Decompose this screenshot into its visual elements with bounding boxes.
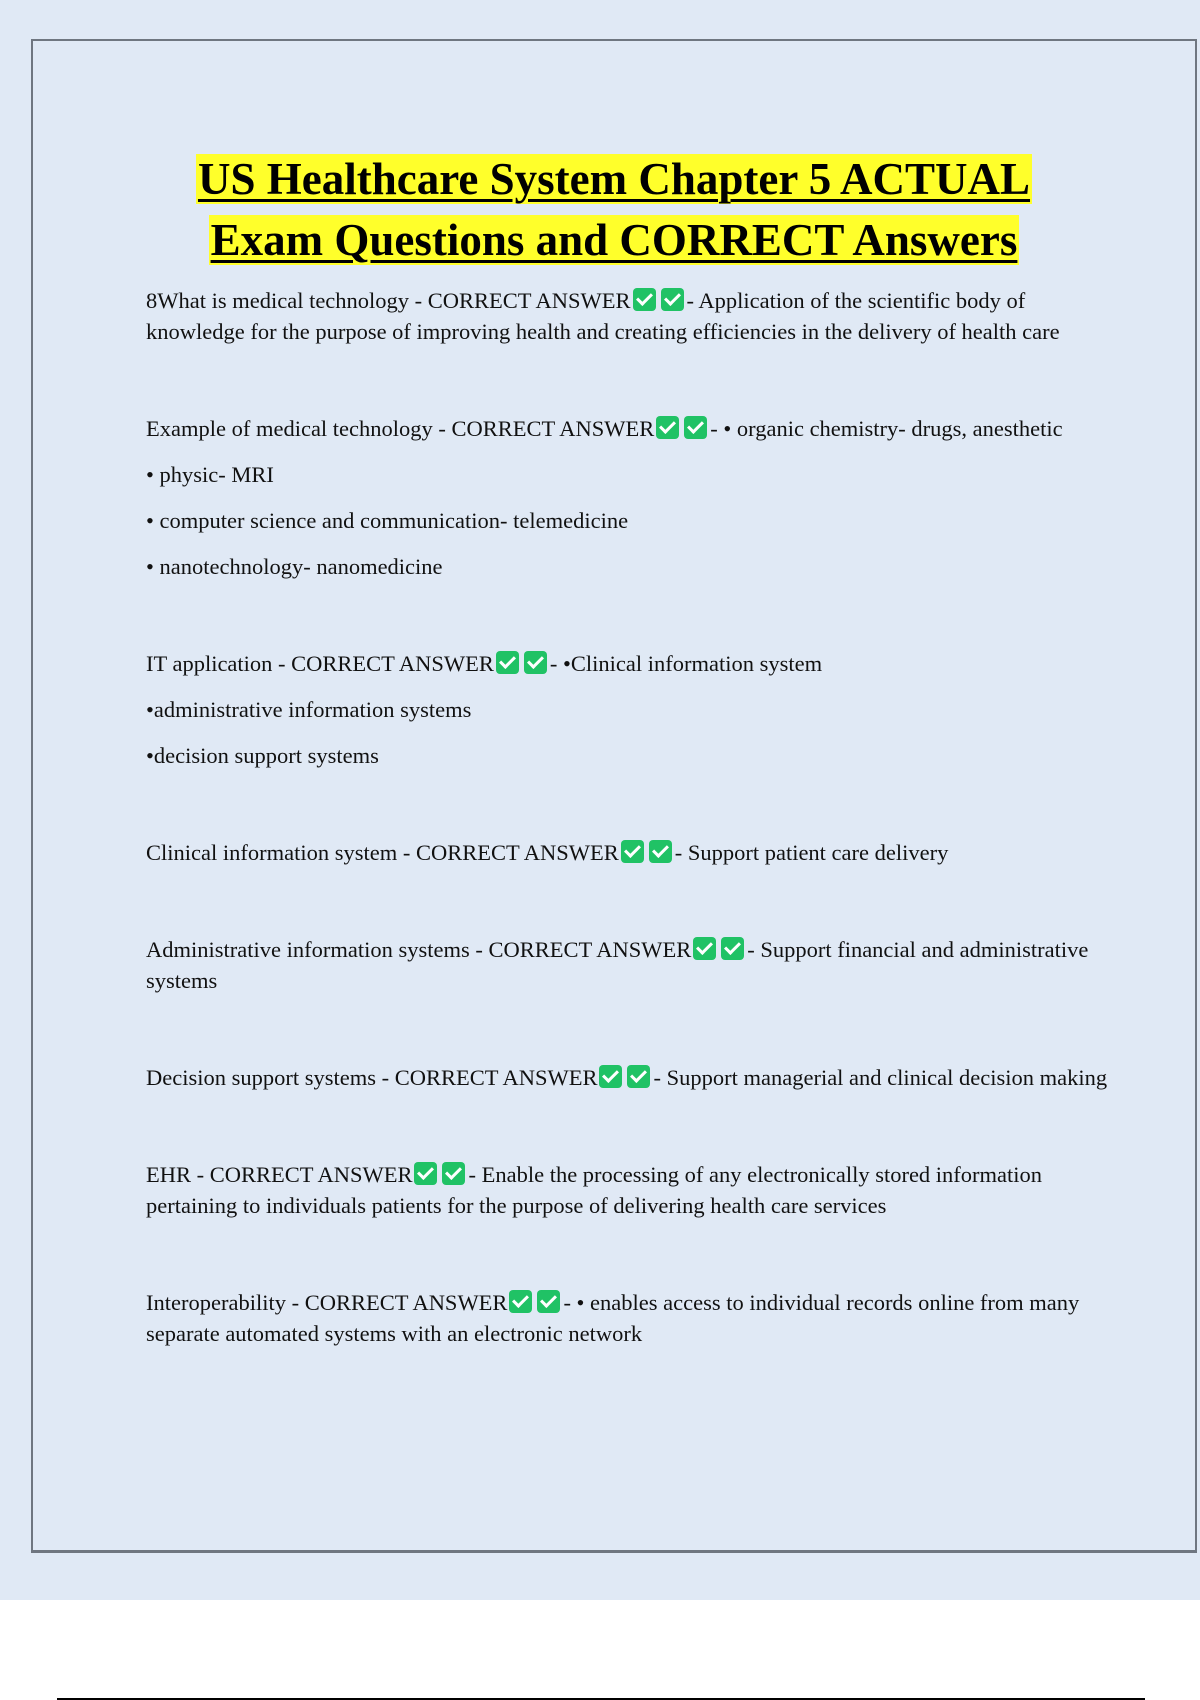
document-page: [31, 39, 1197, 1553]
check-box-icon: [537, 1290, 560, 1313]
qa-bullet: •decision support systems: [146, 743, 379, 768]
qa-paragraph: [146, 285, 1116, 347]
qa-paragraph: [146, 837, 1116, 868]
qa-paragraph: [146, 413, 1116, 444]
qa-list: [146, 285, 1116, 1349]
qa-answer: - Application of the scientific body of knowledge for the purpose of improving health and creating efficiencies in the delivery of health care: [146, 288, 1060, 344]
check-box-icon: [442, 1162, 465, 1185]
qa-paragraph: [146, 1159, 1116, 1221]
qa-term: Administrative information systems: [146, 937, 470, 962]
qa-term: 8What is medical technology: [146, 288, 410, 313]
qa-answer: - •Clinical information system: [549, 651, 823, 676]
qa-marker: - CORRECT ANSWER: [402, 840, 619, 865]
qa-term: Decision support systems: [146, 1065, 376, 1090]
qa-bullet: • nanotechnology- nanomedicine: [146, 554, 443, 579]
qa-marker: - CORRECT ANSWER: [196, 1162, 413, 1187]
qa-marker: - CORRECT ANSWER: [438, 416, 655, 441]
qa-marker: - CORRECT ANSWER: [278, 651, 494, 676]
check-box-icon: [414, 1162, 437, 1185]
check-box-icon: [627, 1065, 650, 1088]
qa-marker: - CORRECT ANSWER: [414, 288, 631, 313]
qa-paragraph: [146, 934, 1116, 996]
check-box-icon: [684, 416, 707, 439]
check-box-icon: [693, 937, 716, 960]
document-title: [33, 149, 1195, 271]
qa-bullet: •administrative information systems: [146, 697, 472, 722]
check-box-icon: [524, 651, 547, 674]
check-box-icon: [599, 1065, 622, 1088]
title-line-2: Exam Questions and CORRECT Answers: [210, 215, 1018, 265]
title-line-1: US Healthcare System Chapter 5 ACTUAL: [197, 154, 1031, 204]
qa-entry: [146, 1062, 1116, 1093]
qa-term: Clinical information system: [146, 840, 398, 865]
qa-answer: - • organic chemistry- drugs, anesthetic: [710, 416, 1063, 441]
qa-answer: - Enable the processing of any electronically stored information pertaining to individuals patients for the purpose of delivering health care services: [146, 1162, 1043, 1218]
qa-entry: [146, 413, 1116, 582]
qa-entry: [146, 837, 1116, 868]
qa-marker: - CORRECT ANSWER: [291, 1290, 508, 1315]
check-box-icon: [656, 416, 679, 439]
qa-term: EHR: [146, 1162, 191, 1187]
qa-entry: [146, 1287, 1116, 1349]
check-box-icon: [649, 840, 672, 863]
check-box-icon: [661, 288, 684, 311]
qa-answer: - • enables access to individual records online from many separate automated systems with an electronic network: [146, 1290, 1080, 1346]
qa-answer: - Support patient care delivery: [674, 840, 949, 865]
check-box-icon: [721, 937, 744, 960]
qa-term: Interoperability: [146, 1290, 286, 1315]
qa-bullet: • computer science and communication- telemedicine: [146, 508, 629, 533]
qa-answer: - Support financial and administrative systems: [146, 937, 1089, 993]
qa-answer: - Support managerial and clinical decision making: [653, 1065, 1108, 1090]
check-box-icon: [621, 840, 644, 863]
qa-marker: - CORRECT ANSWER: [475, 937, 692, 962]
qa-entry: [146, 648, 1116, 771]
qa-term: IT application: [146, 651, 273, 676]
qa-entry: [146, 1159, 1116, 1221]
qa-paragraph: [146, 1062, 1116, 1093]
qa-entry: [146, 285, 1116, 347]
qa-bullet: • physic- MRI: [146, 462, 274, 487]
qa-paragraph: [146, 648, 1116, 679]
qa-paragraph: [146, 1287, 1116, 1349]
check-box-icon: [496, 651, 519, 674]
qa-entry: [146, 934, 1116, 996]
check-box-icon: [509, 1290, 532, 1313]
qa-term: Example of medical technology: [146, 416, 433, 441]
check-box-icon: [633, 288, 656, 311]
qa-marker: - CORRECT ANSWER: [381, 1065, 598, 1090]
